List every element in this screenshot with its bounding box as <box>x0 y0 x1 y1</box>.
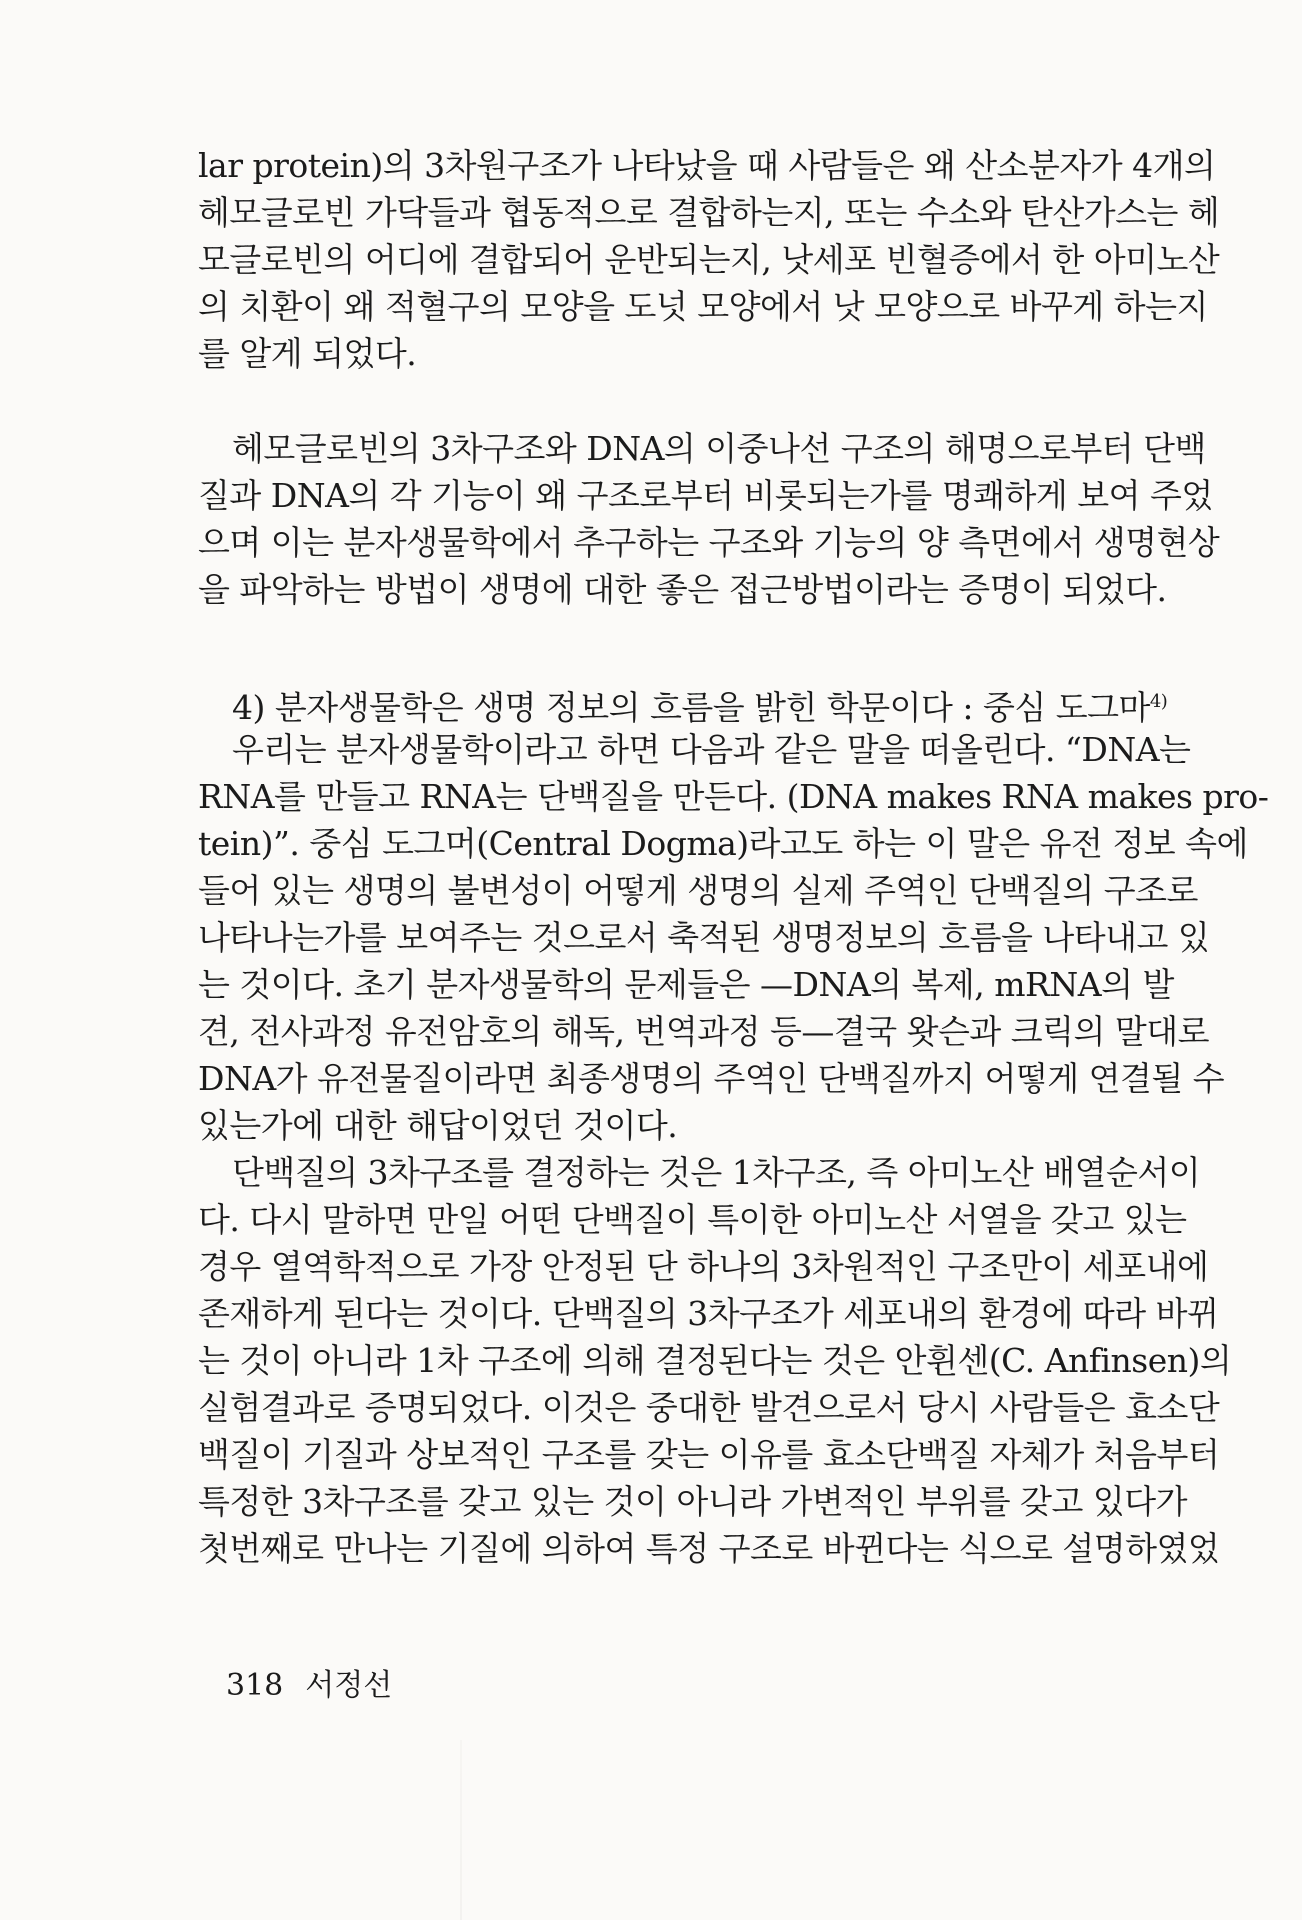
heading-text: 4) 분자생물학은 생명 정보의 흐름을 밝힌 학문이다 : 중심 도그마 <box>232 688 1150 727</box>
text-line: 나타나는가를 보여주는 것으로서 축적된 생명정보의 흐름을 나타내고 있 <box>198 918 1210 957</box>
text-line: DNA가 유전물질이라면 최종생명의 주역인 단백질까지 어떻게 연결될 수 <box>198 1059 1225 1098</box>
text-line: 다. 다시 말하면 만일 어떤 단백질이 특이한 아미노산 서열을 갖고 있는 <box>198 1200 1187 1239</box>
text-line: 있는가에 대한 해답이었던 것이다. <box>198 1106 678 1145</box>
text-line: 존재하게 된다는 것이다. 단백질의 3차구조가 세포내의 환경에 따라 바뀌 <box>198 1294 1219 1333</box>
page-number: 318 <box>226 1668 284 1703</box>
text-line: 헤모글로빈 가닥들과 협동적으로 결합하는지, 또는 수소와 탄산가스는 헤 <box>198 193 1220 232</box>
text-line: 실험결과로 증명되었다. 이것은 중대한 발견으로서 당시 사람들은 효소단 <box>198 1388 1220 1427</box>
text-line: 으며 이는 분자생물학에서 추구하는 구조와 기능의 양 측면에서 생명현상 <box>198 523 1220 562</box>
text-line: 모글로빈의 어디에 결합되어 운반되는지, 낫세포 빈혈증에서 한 아미노산 <box>198 240 1220 279</box>
text-line: 첫번째로 만나는 기질에 의하여 특정 구조로 바뀐다는 식으로 설명하였었 <box>198 1529 1220 1568</box>
text-line: 우리는 분자생물학이라고 하면 다음과 같은 말을 떠올린다. “DNA는 <box>232 730 1191 769</box>
text-line: 견, 전사과정 유전암호의 해독, 번역과정 등—결국 왓슨과 크릭의 말대로 <box>198 1012 1209 1051</box>
text-line: tein)”. 중심 도그머(Central Dogma)라고도 하는 이 말은 유전 정보 속에 <box>198 824 1248 863</box>
text-line: 는 것이다. 초기 분자생물학의 문제들은 —DNA의 복제, mRNA의 발 <box>198 965 1174 1004</box>
text-line: 질과 DNA의 각 기능이 왜 구조로부터 비롯되는가를 명쾌하게 보여 주었 <box>198 476 1213 515</box>
text-line: lar protein)의 3차원구조가 나타났을 때 사람들은 왜 산소분자가 4개의 <box>198 146 1216 185</box>
footnote-marker: 4) <box>1149 691 1168 712</box>
page-footer <box>226 1668 414 1704</box>
text-line: RNA를 만들고 RNA는 단백질을 만든다. (DNA makes RNA makes pro- <box>198 777 1269 816</box>
author-name: 서정선 <box>305 1668 393 1703</box>
text-line: 는 것이 아니라 1차 구조에 의해 결정된다는 것은 안휜센(C. Anfinsen)의 <box>198 1341 1232 1380</box>
page-fold-shadow <box>460 1740 462 1920</box>
text-line: 단백질의 3차구조를 결정하는 것은 1차구조, 즉 아미노산 배열순서이 <box>232 1153 1201 1192</box>
text-line: 의 치환이 왜 적혈구의 모양을 도넛 모양에서 낫 모양으로 바꾸게 하는지 <box>198 287 1208 326</box>
text-line: 를 알게 되었다. <box>198 334 417 373</box>
text-line: 들어 있는 생명의 불변성이 어떻게 생명의 실제 주역인 단백질의 구조로 <box>198 871 1198 910</box>
text-line: 백질이 기질과 상보적인 구조를 갖는 이유를 효소단백질 자체가 처음부터 <box>198 1435 1220 1474</box>
text-line: 경우 열역학적으로 가장 안정된 단 하나의 3차원적인 구조만이 세포내에 <box>198 1247 1209 1286</box>
text-line: 헤모글로빈의 3차구조와 DNA의 이중나선 구조의 해명으로부터 단백 <box>232 429 1206 468</box>
text-line: 을 파악하는 방법이 생명에 대한 좋은 접근방법이라는 증명이 되었다. <box>198 570 1167 609</box>
text-line: 특정한 3차구조를 갖고 있는 것이 아니라 가변적인 부위를 갖고 있다가 <box>198 1482 1187 1521</box>
